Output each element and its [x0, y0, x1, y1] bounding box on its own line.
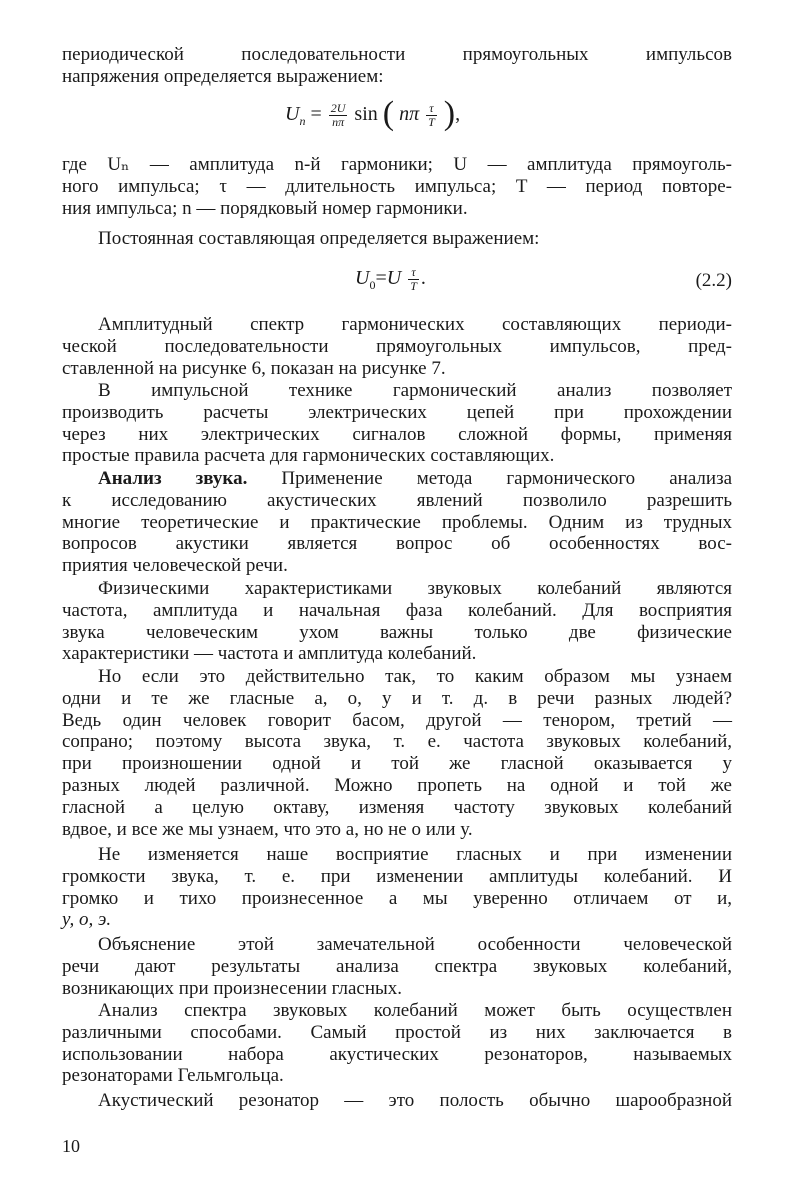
text-line: вопросов акустики является вопрос об особенностях вос- [62, 533, 732, 555]
where-paragraph [62, 154, 732, 219]
text-line: Акустический резонатор — это полость обычно шарообразной [98, 1090, 732, 1111]
text-line: вдвое, и все же мы узнаем, что это а, но не о или у. [62, 818, 473, 840]
text-fragment: Применение метода гармонического анализа [281, 468, 733, 489]
text-line: частота, амплитуда и начальная фаза колебаний. Для восприятия [62, 599, 732, 621]
text-line: производить расчеты электрических цепей при прохождении [62, 401, 732, 423]
text-line: при произношении одной и той же гласной оказывается у [62, 753, 732, 775]
text-line: Анализ спектра звуковых колебаний может быть осуществлен [98, 1000, 732, 1021]
formula-fraction [408, 266, 419, 293]
text-line: В импульсной технике гармонический анализ позволяет [98, 380, 732, 401]
text-line: к исследованию акустических явлений позволило разрешить [62, 489, 732, 511]
text-line: приятия человеческой речи. [62, 555, 288, 577]
paragraph-spectrum-analysis [62, 1000, 732, 1087]
text-line: ческой последовательности прямоугольных импульсов, пред- [62, 335, 732, 357]
text-line: громкости звука, т. е. при изменении амплитуды колебаний. И [62, 865, 732, 887]
formula-trail: , [455, 103, 461, 126]
fraction-numerator: τ [408, 266, 419, 280]
section-heading: Анализ звука. [98, 468, 248, 489]
text-line: где Uₙ — амплитуда n-й гармоники; U — амплитуда прямоуголь- [62, 154, 732, 175]
text-line: речи дают результаты анализа спектра звуковых колебаний, [62, 955, 732, 977]
fraction-denominator: nπ [332, 115, 345, 129]
text-line: ставленной на рисунке 6, показан на рисунке 7. [62, 357, 446, 379]
formula-fraction [329, 102, 348, 129]
text-line: одни и те же гласные а, о, у и т. д. в речи разных людей? [62, 687, 732, 709]
page-number: 10 [62, 1136, 80, 1156]
text-line: Физическими характеристиками звуковых колебаний являются [98, 578, 732, 599]
text-line: характеристики — частота и амплитуда колебаний. [62, 643, 477, 665]
formula-lhs-sub: 0 [369, 278, 376, 293]
formula-equals: = [310, 103, 322, 126]
fraction-numerator: τ [426, 102, 437, 116]
formula-lhs: U [355, 267, 370, 290]
text-line: сопрано; поэтому высота звука, т. е. частота звуковых колебаний, [62, 731, 732, 753]
text-line: возникающих при произнесении гласных. [62, 977, 403, 999]
formula-lhs-sub: n [299, 114, 306, 129]
fraction-denominator: T [428, 115, 435, 129]
paragraph-pulse-technique [62, 380, 732, 467]
text-line: использовании набора акустических резонаторов, называемых [62, 1043, 732, 1065]
text-line: у, о, э. [62, 909, 112, 931]
formula-constant-component [355, 266, 426, 293]
left-paren: ( [382, 94, 395, 132]
formula-arg: nπ [399, 103, 420, 126]
formula-function: sin [354, 103, 378, 126]
paragraph-sound-analysis [62, 468, 732, 577]
text-line: разных людей различной. Можно пропеть на одной и той же [62, 774, 732, 796]
formula-lhs: U [285, 103, 300, 126]
text-line: гласной а целую октаву, изменяя частоту звуковых колебаний [62, 796, 732, 818]
fraction-denominator: T [410, 279, 417, 293]
text-line: Ведь один человек говорит басом, другой — тенором, третий — [62, 709, 732, 731]
text-line: ного импульса; τ — длительность импульса; T — период повторе- [62, 175, 732, 197]
text-line: Не изменяется наше восприятие гласных и при изменении [98, 844, 732, 865]
right-paren: ) [443, 94, 456, 132]
text-line: громко и тихо произнесенное а мы уверенно отличаем от и, [62, 887, 732, 909]
text-line: многие теоретические и практические проблемы. Одним из трудных [62, 511, 732, 533]
text-line: через них электрических сигналов сложной формы, применяя [62, 423, 732, 445]
paragraph-explanation [62, 934, 732, 999]
text-line: Амплитудный спектр гармонических составляющих периоди- [98, 314, 732, 335]
formula-arg-fraction [426, 102, 437, 129]
paragraph-vowels [62, 666, 732, 840]
formula-rhs: U [386, 267, 402, 290]
text-line: Объяснение этой замечательной особенности человеческой [98, 934, 732, 955]
text-line [62, 468, 732, 490]
paragraph-physical-characteristics [62, 578, 732, 665]
text-line: Но если это действительно так, то каким образом мы узнаем [98, 666, 732, 687]
paragraph-spectrum [62, 314, 732, 379]
text-line: периодической последовательности прямоугольных импульсов [62, 44, 732, 65]
paragraph-loudness [62, 844, 732, 931]
text-line: резонаторами Гельмгольца. [62, 1065, 284, 1087]
fraction-numerator: 2U [330, 101, 346, 115]
formula-harmonic-amplitude [285, 94, 461, 132]
formula-equals: = [375, 267, 387, 290]
text-line: простые правила расчета для гармонических составляющих. [62, 445, 555, 467]
equation-number: (2.2) [695, 270, 732, 291]
text-line: звука человеческим ухом важны только две физические [62, 621, 732, 643]
formula-trail: . [420, 267, 426, 290]
text-line: Постоянная составляющая определяется выражением: [98, 228, 540, 249]
text-line: напряжения определяется выражением: [62, 65, 384, 87]
intro-paragraph [62, 44, 732, 88]
paragraph-resonator [62, 1090, 732, 1112]
constant-paragraph [62, 228, 732, 250]
text-line: ния импульса; n — порядковый номер гармоники. [62, 197, 468, 219]
text-line: различными способами. Самый простой из них заключается в [62, 1021, 732, 1043]
